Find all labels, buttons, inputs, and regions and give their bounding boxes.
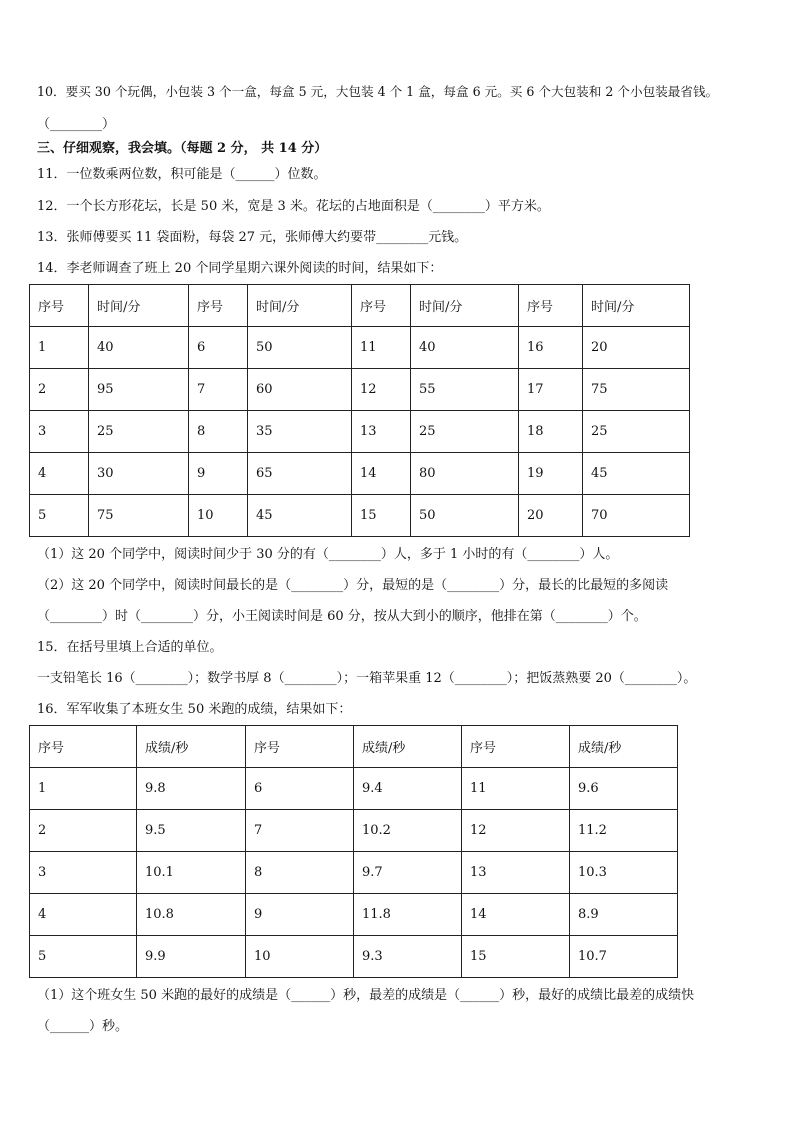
q14-sub2-line2: （________）时（________）分，小王阅读时间是 60 分，按从大到小的顺序，他排在第（________）个。 — [37, 609, 647, 624]
q16-table-cell: 9.9 — [137, 936, 246, 978]
q14-table-header-cell: 序号 — [189, 285, 248, 327]
q14-table-cell: 65 — [248, 453, 352, 495]
q16-table-cell: 8.9 — [570, 894, 678, 936]
q14-table-cell: 20 — [519, 495, 583, 537]
q12-text: 12．一个长方形花坛，长是 50 米，宽是 3 米。花坛的占地面积是（________）平方米。 — [37, 199, 550, 214]
q14-table-cell: 75 — [89, 495, 189, 537]
q10-answer-blank: （________） — [37, 117, 116, 132]
q16-table-cell: 11.8 — [354, 894, 462, 936]
q14-table-cell: 1 — [30, 327, 89, 369]
q14-table-cell: 2 — [30, 369, 89, 411]
q16-table-cell: 11.2 — [570, 810, 678, 852]
q14-table-row — [30, 369, 690, 411]
q14-intro: 14．李老师调查了班上 20 个同学星期六课外阅读的时间，结果如下： — [37, 261, 443, 276]
q14-table-cell: 75 — [583, 369, 690, 411]
q16-sprint-results-table — [29, 725, 678, 978]
q14-table-row — [30, 453, 690, 495]
q16-table-cell: 7 — [246, 810, 354, 852]
q14-table-cell: 12 — [352, 369, 411, 411]
q14-table-cell: 17 — [519, 369, 583, 411]
q14-table-cell: 60 — [248, 369, 352, 411]
q16-table-cell: 1 — [30, 768, 137, 810]
q14-table-cell: 55 — [411, 369, 519, 411]
q16-intro: 16．军军收集了本班女生 50 米跑的成绩，结果如下： — [37, 702, 352, 717]
q16-table-cell: 2 — [30, 810, 137, 852]
q14-table-cell: 40 — [89, 327, 189, 369]
q14-table-cell: 4 — [30, 453, 89, 495]
q16-table-header-cell: 成绩/秒 — [570, 726, 678, 768]
q16-table-cell: 9.7 — [354, 852, 462, 894]
q16-table-cell: 10.2 — [354, 810, 462, 852]
q13-text: 13．张师傅要买 11 袋面粉，每袋 27 元，张师傅大约要带________元钱。 — [37, 230, 468, 245]
q14-table-cell: 45 — [248, 495, 352, 537]
q14-table-cell: 25 — [411, 411, 519, 453]
q14-table-cell: 16 — [519, 327, 583, 369]
q14-table-cell: 8 — [189, 411, 248, 453]
q14-table-header-cell: 序号 — [30, 285, 89, 327]
q14-table-cell: 25 — [89, 411, 189, 453]
q16-table-cell: 13 — [462, 852, 570, 894]
q15-title: 15．在括号里填上合适的单位。 — [37, 640, 223, 655]
q16-table-row — [30, 852, 678, 894]
q16-table-cell: 9.8 — [137, 768, 246, 810]
q14-table-header-cell: 时间/分 — [583, 285, 690, 327]
q14-table-cell: 45 — [583, 453, 690, 495]
section-3-heading: 三、仔细观察，我会填。（每题 2 分， 共 14 分） — [37, 141, 328, 156]
q16-table-cell: 14 — [462, 894, 570, 936]
q14-table-header-cell: 时间/分 — [411, 285, 519, 327]
q16-sub1-line1: （1）这个班女生 50 米跑的最好的成绩是（______）秒，最差的成绩是（______）秒，最好的成绩比最差的成绩快 — [37, 988, 695, 1003]
q14-table-cell: 18 — [519, 411, 583, 453]
q14-table-cell: 50 — [411, 495, 519, 537]
q14-table-cell: 11 — [352, 327, 411, 369]
q16-sub1-line2: （______）秒。 — [37, 1019, 129, 1034]
q16-table-cell: 4 — [30, 894, 137, 936]
q16-table-cell: 11 — [462, 768, 570, 810]
q16-table-cell: 5 — [30, 936, 137, 978]
q14-table-cell: 25 — [583, 411, 690, 453]
q14-table-cell: 13 — [352, 411, 411, 453]
q10-text-line1: 10．要买 30 个玩偶，小包装 3 个一盒，每盒 5 元，大包装 4 个 1 盒，每盒 6 元。买 6 个大包装和 2 个小包装最省钱。 — [37, 84, 719, 99]
q16-table-cell: 9.6 — [570, 768, 678, 810]
q16-table-cell: 10 — [246, 936, 354, 978]
q16-table-cell: 10.3 — [570, 852, 678, 894]
q16-table-cell: 8 — [246, 852, 354, 894]
q14-table-cell: 5 — [30, 495, 89, 537]
q14-table-header-row — [30, 285, 690, 327]
q16-table-cell: 6 — [246, 768, 354, 810]
q14-table-cell: 40 — [411, 327, 519, 369]
q14-table-header-cell: 序号 — [519, 285, 583, 327]
q14-table-cell: 15 — [352, 495, 411, 537]
q16-table-cell: 3 — [30, 852, 137, 894]
q16-table-row — [30, 894, 678, 936]
q16-table-cell: 9.4 — [354, 768, 462, 810]
q16-table-header-cell: 成绩/秒 — [354, 726, 462, 768]
q16-table-header-cell: 成绩/秒 — [137, 726, 246, 768]
q16-table-row — [30, 768, 678, 810]
q14-table-cell: 6 — [189, 327, 248, 369]
q14-table-cell: 95 — [89, 369, 189, 411]
q16-table-cell: 9 — [246, 894, 354, 936]
q14-table-cell: 70 — [583, 495, 690, 537]
q14-table-header-cell: 时间/分 — [89, 285, 189, 327]
q16-table-header-cell: 序号 — [462, 726, 570, 768]
q14-table-cell: 7 — [189, 369, 248, 411]
q14-table-cell: 14 — [352, 453, 411, 495]
q14-table-row — [30, 495, 690, 537]
q16-table-row — [30, 936, 678, 978]
q16-table-cell: 9.5 — [137, 810, 246, 852]
q14-table-row — [30, 411, 690, 453]
q16-table-cell: 10.8 — [137, 894, 246, 936]
q14-table-row — [30, 327, 690, 369]
q14-reading-time-table — [29, 284, 690, 537]
q16-table-cell: 9.3 — [354, 936, 462, 978]
q11-text: 11．一位数乘两位数，积可能是（______）位数。 — [37, 167, 327, 182]
q16-table-cell: 10.1 — [137, 852, 246, 894]
q14-table-cell: 3 — [30, 411, 89, 453]
q14-sub2-line1: （2）这 20 个同学中，阅读时间最长的是（________）分，最短的是（________）分，最长的比最短的多阅读 — [37, 578, 669, 593]
q16-table-header-cell: 序号 — [30, 726, 137, 768]
q14-table-cell: 80 — [411, 453, 519, 495]
q14-table-header-cell: 时间/分 — [248, 285, 352, 327]
q14-table-cell: 30 — [89, 453, 189, 495]
q16-table-header-cell: 序号 — [246, 726, 354, 768]
q14-table-cell: 19 — [519, 453, 583, 495]
q14-table-header-cell: 序号 — [352, 285, 411, 327]
q16-table-cell: 10.7 — [570, 936, 678, 978]
q14-table-cell: 50 — [248, 327, 352, 369]
q14-sub1: （1）这 20 个同学中，阅读时间少于 30 分的有（________）人，多于 1 小时的有（________）人。 — [37, 547, 619, 562]
q14-table-cell: 20 — [583, 327, 690, 369]
q16-table-header-row — [30, 726, 678, 768]
q16-table-cell: 12 — [462, 810, 570, 852]
q15-body: 一支铅笔长 16（________）；数学书厚 8（________）；一箱苹果重 12（________）；把饭蒸熟要 20（________）。 — [37, 671, 697, 686]
q14-table-cell: 35 — [248, 411, 352, 453]
q16-table-cell: 15 — [462, 936, 570, 978]
q14-table-cell: 9 — [189, 453, 248, 495]
q16-table-row — [30, 810, 678, 852]
q14-table-cell: 10 — [189, 495, 248, 537]
